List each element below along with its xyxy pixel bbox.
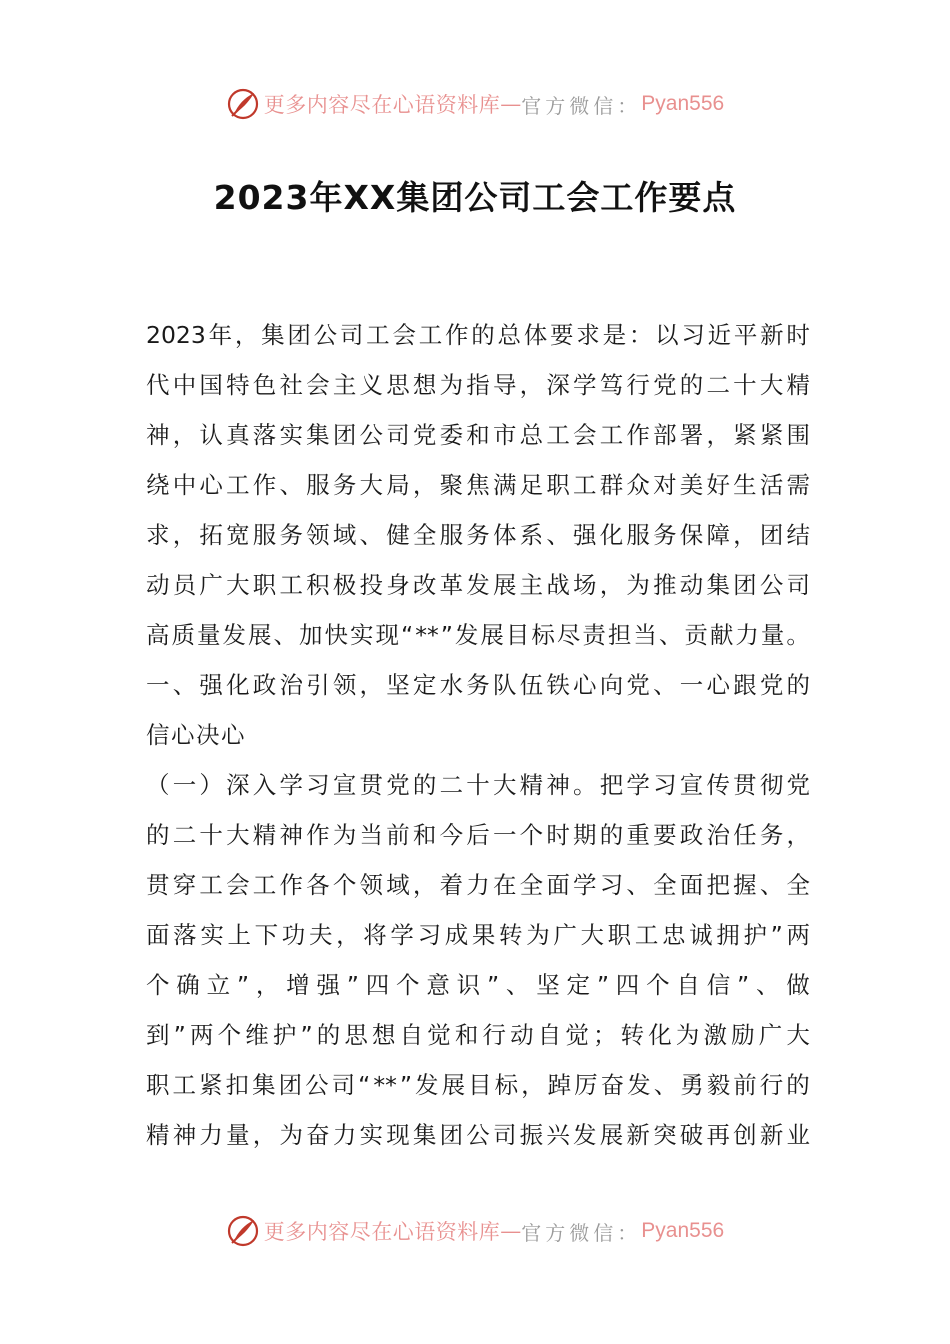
banner-label: 官方微信： bbox=[521, 1220, 642, 1245]
body-line: 个 确 立 ” ， 增 强 ” 四 个 意 识 ” 、 坚 定 ” 四 个 自 信 ” 、 做 bbox=[146, 971, 810, 999]
body-line: 信 心 决 心 bbox=[146, 721, 245, 749]
body-line: 神 ， 认 真 落 实 集 团 公 司 党 委 和 市 总 工 会 工 作 部 署 ， 紧 紧 围 bbox=[146, 421, 810, 449]
body-line: 代 中 国 特 色 社 会 主 义 思 想 为 指 导 ， 深 学 笃 行 党 的 二 十 大 精 bbox=[146, 371, 810, 399]
header-watermark-banner bbox=[0, 84, 950, 124]
body-line: 一 、 强 化 政 治 引 领 ， 坚 定 水 务 队 伍 铁 心 向 党 、 一 心 跟 党 的 bbox=[146, 671, 810, 699]
banner-dash: — bbox=[500, 92, 522, 116]
banner-label: 官方微信： bbox=[521, 93, 642, 118]
body-line: 高 质 量 发 展 、 加 快 实 现 “ ** ” 发 展 目 标 尽 责 担 当 、 贡 献 力 量 。 bbox=[146, 621, 810, 649]
banner-dash: — bbox=[500, 1219, 522, 1243]
body-line: 职 工 紧 扣 集 团 公 司 “ ** ” 发 展 目 标 ， 踔 厉 奋 发 、 勇 毅 前 行 的 bbox=[146, 1071, 810, 1099]
body-line: 精 神 力 量 ， 为 奋 力 实 现 集 团 公 司 振 兴 发 展 新 突 破 再 创 新 业 bbox=[146, 1121, 810, 1149]
body-line: （ 一 ） 深 入 学 习 宣 贯 党 的 二 十 大 精 神 。 把 学 习 宣 传 贯 彻 党 bbox=[146, 771, 810, 799]
banner-brand-text: 更多内容尽在心语资料库 bbox=[263, 93, 501, 117]
body-line: 贯 穿 工 会 工 作 各 个 领 域 ， 着 力 在 全 面 学 习 、 全 面 把 握 、 全 bbox=[146, 871, 810, 899]
body-line: 的 二 十 大 精 神 作 为 当 前 和 今 后 一 个 时 期 的 重 要 政 治 任 务 ， bbox=[146, 821, 810, 849]
quill-circle-icon bbox=[226, 1214, 260, 1248]
body-line: 面 落 实 上 下 功 夫 ， 将 学 习 成 果 转 为 广 大 职 工 忠 诚 拥 护 ” 两 bbox=[146, 921, 810, 949]
body-line: 2023 年 ， 集 团 公 司 工 会 工 作 的 总 体 要 求 是 ： 以 习 近 平 新 时 bbox=[146, 321, 810, 349]
quill-circle-icon bbox=[226, 87, 260, 121]
document-body bbox=[146, 310, 810, 1160]
document-title: 2023年XX集团公司工会工作要点 bbox=[213, 178, 737, 217]
body-line: 到 ” 两 个 维 护 ” 的 思 想 自 觉 和 行 动 自 觉 ； 转 化 为 激 励 广 大 bbox=[146, 1021, 810, 1049]
body-line: 动 员 广 大 职 工 积 极 投 身 改 革 发 展 主 战 场 ， 为 推 动 集 团 公 司 bbox=[146, 571, 810, 599]
body-line: 绕 中 心 工 作 、 服 务 大 局 ， 聚 焦 满 足 职 工 群 众 对 美 好 生 活 需 bbox=[146, 471, 810, 499]
footer-watermark-banner bbox=[0, 1211, 950, 1251]
banner-brand-text: 更多内容尽在心语资料库 bbox=[263, 1220, 501, 1244]
banner-wechat-id: Pyan556 bbox=[641, 92, 725, 115]
body-line: 求 ， 拓 宽 服 务 领 域 、 健 全 服 务 体 系 、 强 化 服 务 保 障 ， 团 结 bbox=[146, 521, 810, 549]
banner-wechat-id: Pyan556 bbox=[641, 1219, 725, 1242]
